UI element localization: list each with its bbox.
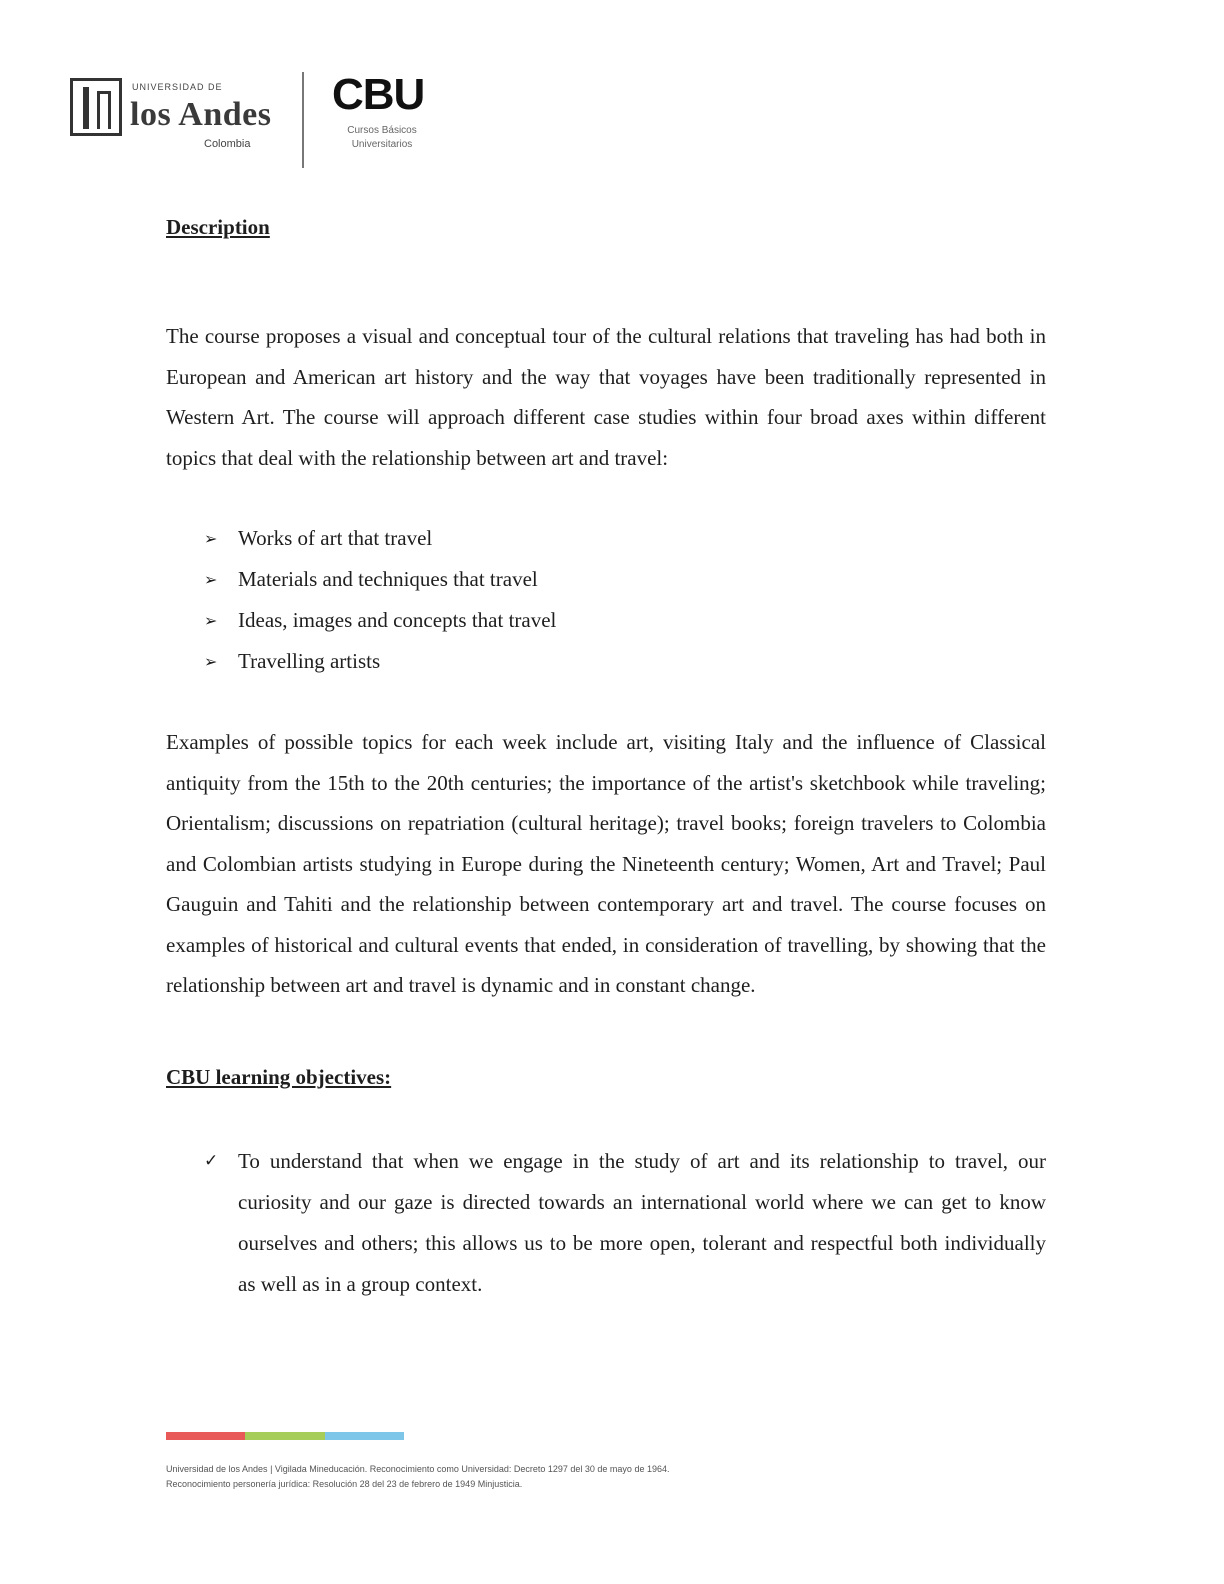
- description-heading: Description: [166, 215, 270, 239]
- description-intro: The course proposes a visual and conceptual tour of the cultural relations that traveling has had both in European and American art history and the way that voyages have been traditionally represented in Western Art. The course will approach different case studies within four broad axes within different topics that deal with the relationship between art and travel:: [166, 324, 1046, 470]
- footer-line-1: Universidad de los Andes | Vigilada Mineducación. Reconocimiento como Universidad: Decreto 1297 del 30 de mayo de 1964.: [166, 1464, 670, 1474]
- objective-item: ✓ To understand that when we engage in the study of art and its relationship to travel, our curiosity and our gaze is directed towards an international world where we can get to know ourselves and others; this allows us to be more open, tolerant and respectful both individually as well as in a group context.: [166, 1141, 1046, 1305]
- university-small-text: UNIVERSIDAD DE: [132, 82, 223, 92]
- footer-line-2: Reconocimiento personería jurídica: Resolución 28 del 23 de febrero de 1949 Minjusticia.: [166, 1479, 523, 1489]
- page-footer: [166, 1462, 966, 1492]
- page-content: [166, 214, 1046, 1305]
- color-segment-red: [166, 1432, 245, 1440]
- description-body: Examples of possible topics for each week include art, visiting Italy and the influence of Classical antiquity from the 15th to the 20th centuries; the importance of the artist's sketchbook while traveling; Orientalism; discussions on repatriation (cultural heritage); travel books; foreign travelers to Colombia and Colombian artists studying in Europe during the Nineteenth century; Women, Art and Travel; Paul Gauguin and Tahiti and the relationship between contemporary art and travel. The course focuses on examples of historical and cultural events that ended, in consideration of travelling, by showing that the relationship between art and travel is dynamic and in constant change.: [166, 730, 1046, 998]
- color-segment-blue: [325, 1432, 404, 1440]
- university-seal-icon: [70, 78, 122, 136]
- logo-divider: [302, 72, 304, 168]
- cbu-logo: CBU: [332, 70, 425, 119]
- university-name: los Andes: [130, 96, 272, 133]
- travel-axes-list: [166, 518, 1046, 682]
- list-item: ➢ Ideas, images and concepts that travel: [166, 600, 1046, 641]
- list-item: ➢ Travelling artists: [166, 641, 1046, 682]
- footer-color-bar: [166, 1432, 404, 1440]
- cbu-subtitle: Cursos Básicos Universitarios: [347, 125, 417, 150]
- objectives-list: [166, 1141, 1046, 1305]
- objectives-heading: CBU learning objectives:: [166, 1064, 392, 1089]
- list-item: ➢ Materials and techniques that travel: [166, 559, 1046, 600]
- list-item: ➢ Works of art that travel: [166, 518, 1046, 559]
- institution-logo: [70, 72, 440, 168]
- color-segment-green: [245, 1432, 324, 1440]
- university-location: Colombia: [204, 138, 251, 150]
